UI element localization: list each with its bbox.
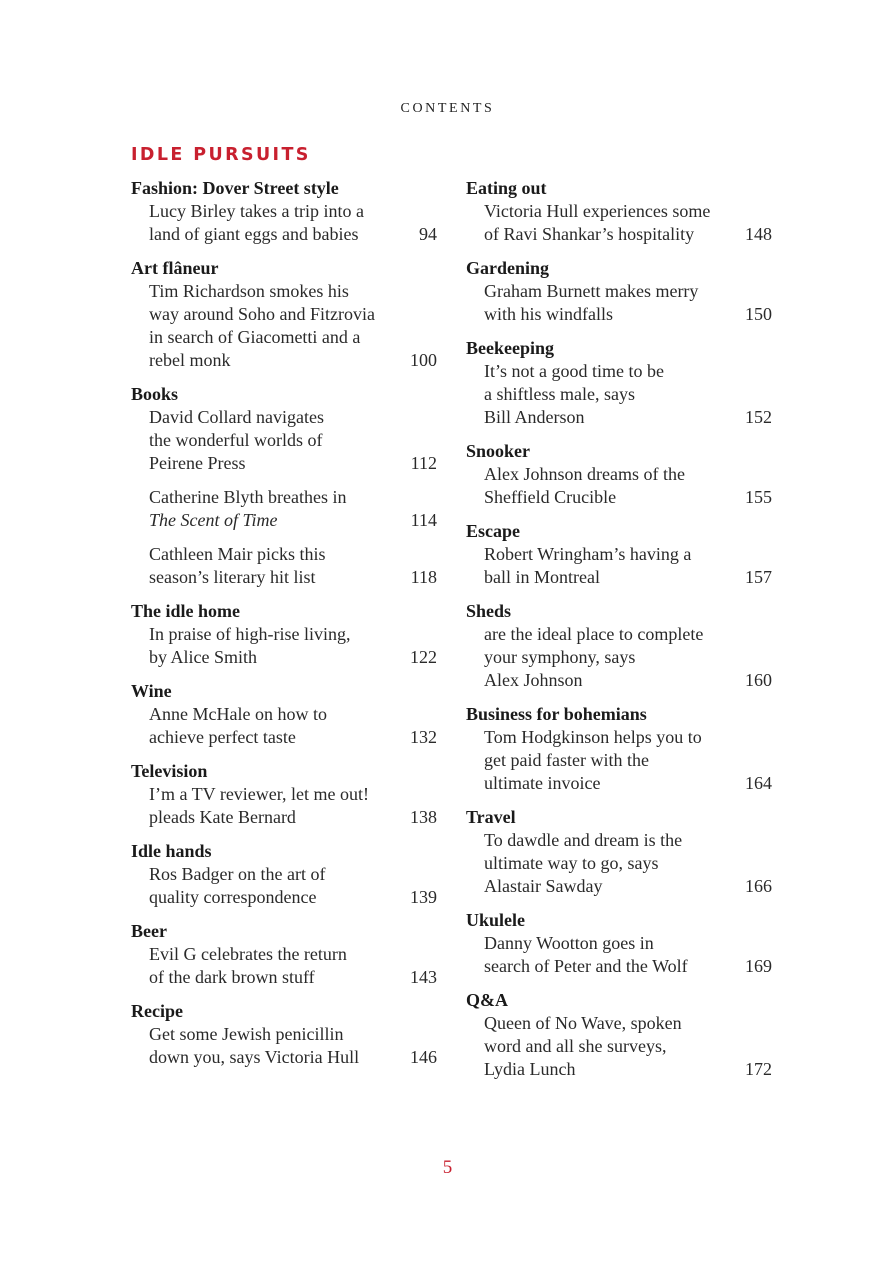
toc-category: Gardening: [466, 258, 550, 278]
toc-page-number: 112: [410, 453, 437, 473]
toc-item-line: way around Soho and Fitzrovia: [149, 304, 375, 324]
toc-page-number: 146: [410, 1047, 437, 1067]
toc-item-line: David Collard navigates: [149, 407, 324, 427]
toc-category: Recipe: [131, 1001, 183, 1021]
toc-item-line: I’m a TV reviewer, let me out!: [149, 784, 370, 804]
toc-item-line: pleads Kate Bernard: [149, 807, 296, 827]
toc-item-line: get paid faster with the: [484, 750, 649, 770]
toc-item[interactable]: [131, 543, 437, 589]
toc-item-line: rebel monk: [149, 350, 231, 370]
toc-item-description: [484, 1012, 772, 1081]
toc-category: Wine: [131, 681, 172, 701]
toc-entry: [466, 909, 772, 978]
toc-item-line: Robert Wringham’s having a: [484, 544, 692, 564]
toc-item-description: [484, 200, 772, 246]
toc-category: Idle hands: [131, 841, 212, 861]
toc-item-line: Ros Badger on the art of: [149, 864, 326, 884]
toc-item-line: are the ideal place to complete: [484, 624, 704, 644]
toc-page-number: 160: [745, 670, 772, 690]
toc-category: Ukulele: [466, 910, 526, 930]
toc-category: Beer: [131, 921, 167, 941]
toc-item-description: [149, 280, 437, 372]
toc-item-line: word and all she surveys,: [484, 1036, 667, 1056]
toc-item-line: It’s not a good time to be: [484, 361, 664, 381]
toc-item[interactable]: [131, 783, 437, 829]
toc-item-description: [149, 486, 437, 532]
toc-item-description: [484, 623, 772, 692]
toc-item[interactable]: [131, 486, 437, 532]
toc-item[interactable]: [466, 932, 772, 978]
toc-item[interactable]: [466, 280, 772, 326]
toc-category: Eating out: [466, 178, 547, 198]
toc-item[interactable]: [466, 829, 772, 898]
toc-item-line: ultimate way to go, says: [484, 853, 659, 873]
toc-item-line: Bill Anderson: [484, 407, 585, 427]
toc-page-number: 164: [745, 773, 772, 793]
toc-page-number: 118: [410, 567, 437, 587]
toc-item-line: your symphony, says: [484, 647, 636, 667]
toc-item-line: Lydia Lunch: [484, 1059, 576, 1079]
toc-item-line: of Ravi Shankar’s hospitality: [484, 224, 695, 244]
contents-column-left: [131, 177, 437, 1080]
page-header: CONTENTS: [400, 101, 495, 116]
toc-item-line: search of Peter and the Wolf: [484, 956, 688, 976]
toc-item-line: down you, says Victoria Hull: [149, 1047, 360, 1067]
toc-category: Books: [131, 384, 179, 404]
toc-item[interactable]: [131, 623, 437, 669]
toc-entry: [131, 920, 437, 989]
toc-page-number: 132: [410, 727, 437, 747]
toc-item-description: [149, 406, 437, 475]
toc-item-line: Graham Burnett makes merry: [484, 281, 699, 301]
toc-item-line: ball in Montreal: [484, 567, 600, 587]
toc-item-line: Alex Johnson dreams of the: [484, 464, 685, 484]
toc-item[interactable]: [466, 543, 772, 589]
toc-page-number: 122: [410, 647, 437, 667]
toc-entry: [131, 383, 437, 589]
toc-category: Fashion: Dover Street style: [131, 178, 339, 198]
toc-item-line: Anne McHale on how to: [149, 704, 327, 724]
toc-item[interactable]: [131, 200, 437, 246]
toc-entry: [466, 177, 772, 246]
toc-item-line: Tim Richardson smokes his: [149, 281, 349, 301]
toc-entry: [131, 257, 437, 372]
toc-item-line: Peirene Press: [149, 453, 246, 473]
toc-item[interactable]: [131, 280, 437, 372]
toc-item-line: Alex Johnson: [484, 670, 583, 690]
toc-page-number: 143: [410, 967, 437, 987]
toc-item-line: Queen of No Wave, spoken: [484, 1013, 682, 1033]
toc-item-line: Lucy Birley takes a trip into a: [149, 201, 364, 221]
toc-item-line: achieve perfect taste: [149, 727, 296, 747]
toc-item[interactable]: [466, 360, 772, 429]
toc-item-line: quality correspondence: [149, 887, 317, 907]
toc-page-number: 157: [745, 567, 772, 587]
toc-entry: [131, 840, 437, 909]
toc-item-line: Victoria Hull experiences some: [484, 201, 711, 221]
toc-item-line: The Scent of Time: [149, 510, 278, 530]
toc-item-description: [149, 200, 437, 246]
toc-item-description: [149, 783, 437, 829]
toc-page-number: 152: [745, 407, 772, 427]
toc-item-description: [484, 726, 772, 795]
toc-item[interactable]: [466, 200, 772, 246]
toc-entry: [466, 989, 772, 1081]
toc-item-line: season’s literary hit list: [149, 567, 316, 587]
toc-page-number: 155: [745, 487, 772, 507]
toc-item-line: In praise of high-rise living,: [149, 624, 351, 644]
toc-category: The idle home: [131, 601, 241, 621]
toc-page-number: 169: [745, 956, 772, 976]
toc-item-description: [484, 463, 772, 509]
toc-item[interactable]: [131, 1023, 437, 1069]
toc-item-description: [149, 703, 437, 749]
toc-item-line: with his windfalls: [484, 304, 613, 324]
toc-item-line: of the dark brown stuff: [149, 967, 315, 987]
toc-category: Beekeeping: [466, 338, 554, 358]
toc-item-line: Danny Wootton goes in: [484, 933, 654, 953]
toc-item-description: [484, 932, 772, 978]
toc-item-line: the wonderful worlds of: [149, 430, 323, 450]
toc-item-description: [484, 543, 772, 589]
toc-item-description: [149, 1023, 437, 1069]
toc-page-number: 150: [745, 304, 772, 324]
toc-entry: [466, 520, 772, 589]
toc-entry: [466, 337, 772, 429]
toc-category: Business for bohemians: [466, 704, 647, 724]
toc-item[interactable]: [466, 726, 772, 795]
toc-entry: [466, 440, 772, 509]
toc-item-description: [149, 943, 437, 989]
toc-category: Sheds: [466, 601, 512, 621]
toc-entry: [131, 760, 437, 829]
toc-category: Travel: [466, 807, 516, 827]
toc-category: Snooker: [466, 441, 531, 461]
toc-entry: [466, 600, 772, 692]
toc-category: Escape: [466, 521, 520, 541]
toc-item[interactable]: [466, 1012, 772, 1081]
toc-page-number: 100: [410, 350, 437, 370]
toc-item[interactable]: [131, 863, 437, 909]
toc-page-number: 139: [410, 887, 437, 907]
toc-entry: [131, 680, 437, 749]
toc-item-description: [484, 280, 772, 326]
toc-category: Television: [131, 761, 208, 781]
toc-item-line: Tom Hodgkinson helps you to: [484, 727, 702, 747]
toc-page-number: 172: [745, 1059, 772, 1079]
toc-page-number: 148: [745, 224, 772, 244]
toc-item-line: Evil G celebrates the return: [149, 944, 347, 964]
toc-entry: [131, 600, 437, 669]
toc-entry: [131, 177, 437, 246]
toc-item-line: Get some Jewish penicillin: [149, 1024, 344, 1044]
toc-entry: [131, 1000, 437, 1069]
toc-item-description: [484, 360, 772, 429]
toc-entry: [466, 806, 772, 898]
toc-entry: [466, 703, 772, 795]
toc-page-number: 138: [410, 807, 437, 827]
section-heading: IDLE PURSUITS: [131, 145, 311, 165]
toc-item-line: a shiftless male, says: [484, 384, 635, 404]
toc-entry: [466, 257, 772, 326]
toc-category: Art flâneur: [131, 258, 219, 278]
toc-item-description: [149, 623, 437, 669]
page-number: 5: [442, 1157, 453, 1178]
toc-item-line: To dawdle and dream is the: [484, 830, 683, 850]
toc-item-description: [149, 863, 437, 909]
toc-page-number: 94: [419, 224, 437, 244]
toc-item[interactable]: [131, 943, 437, 989]
toc-category: Q&A: [466, 990, 508, 1010]
toc-page-number: 166: [745, 876, 772, 896]
toc-item[interactable]: [131, 703, 437, 749]
contents-column-right: [466, 177, 772, 1092]
toc-item-description: [484, 829, 772, 898]
toc-item-line: in search of Giacometti and a: [149, 327, 361, 347]
toc-item[interactable]: [466, 623, 772, 692]
toc-item[interactable]: [131, 406, 437, 475]
toc-item-description: [149, 543, 437, 589]
toc-item-line: Catherine Blyth breathes in: [149, 487, 347, 507]
toc-item-line: by Alice Smith: [149, 647, 257, 667]
toc-item[interactable]: [466, 463, 772, 509]
toc-item-line: Sheffield Crucible: [484, 487, 617, 507]
toc-page-number: 114: [410, 510, 437, 530]
toc-item-line: Alastair Sawday: [484, 876, 603, 896]
toc-item-line: Cathleen Mair picks this: [149, 544, 326, 564]
toc-item-line: ultimate invoice: [484, 773, 601, 793]
toc-item-line: land of giant eggs and babies: [149, 224, 359, 244]
